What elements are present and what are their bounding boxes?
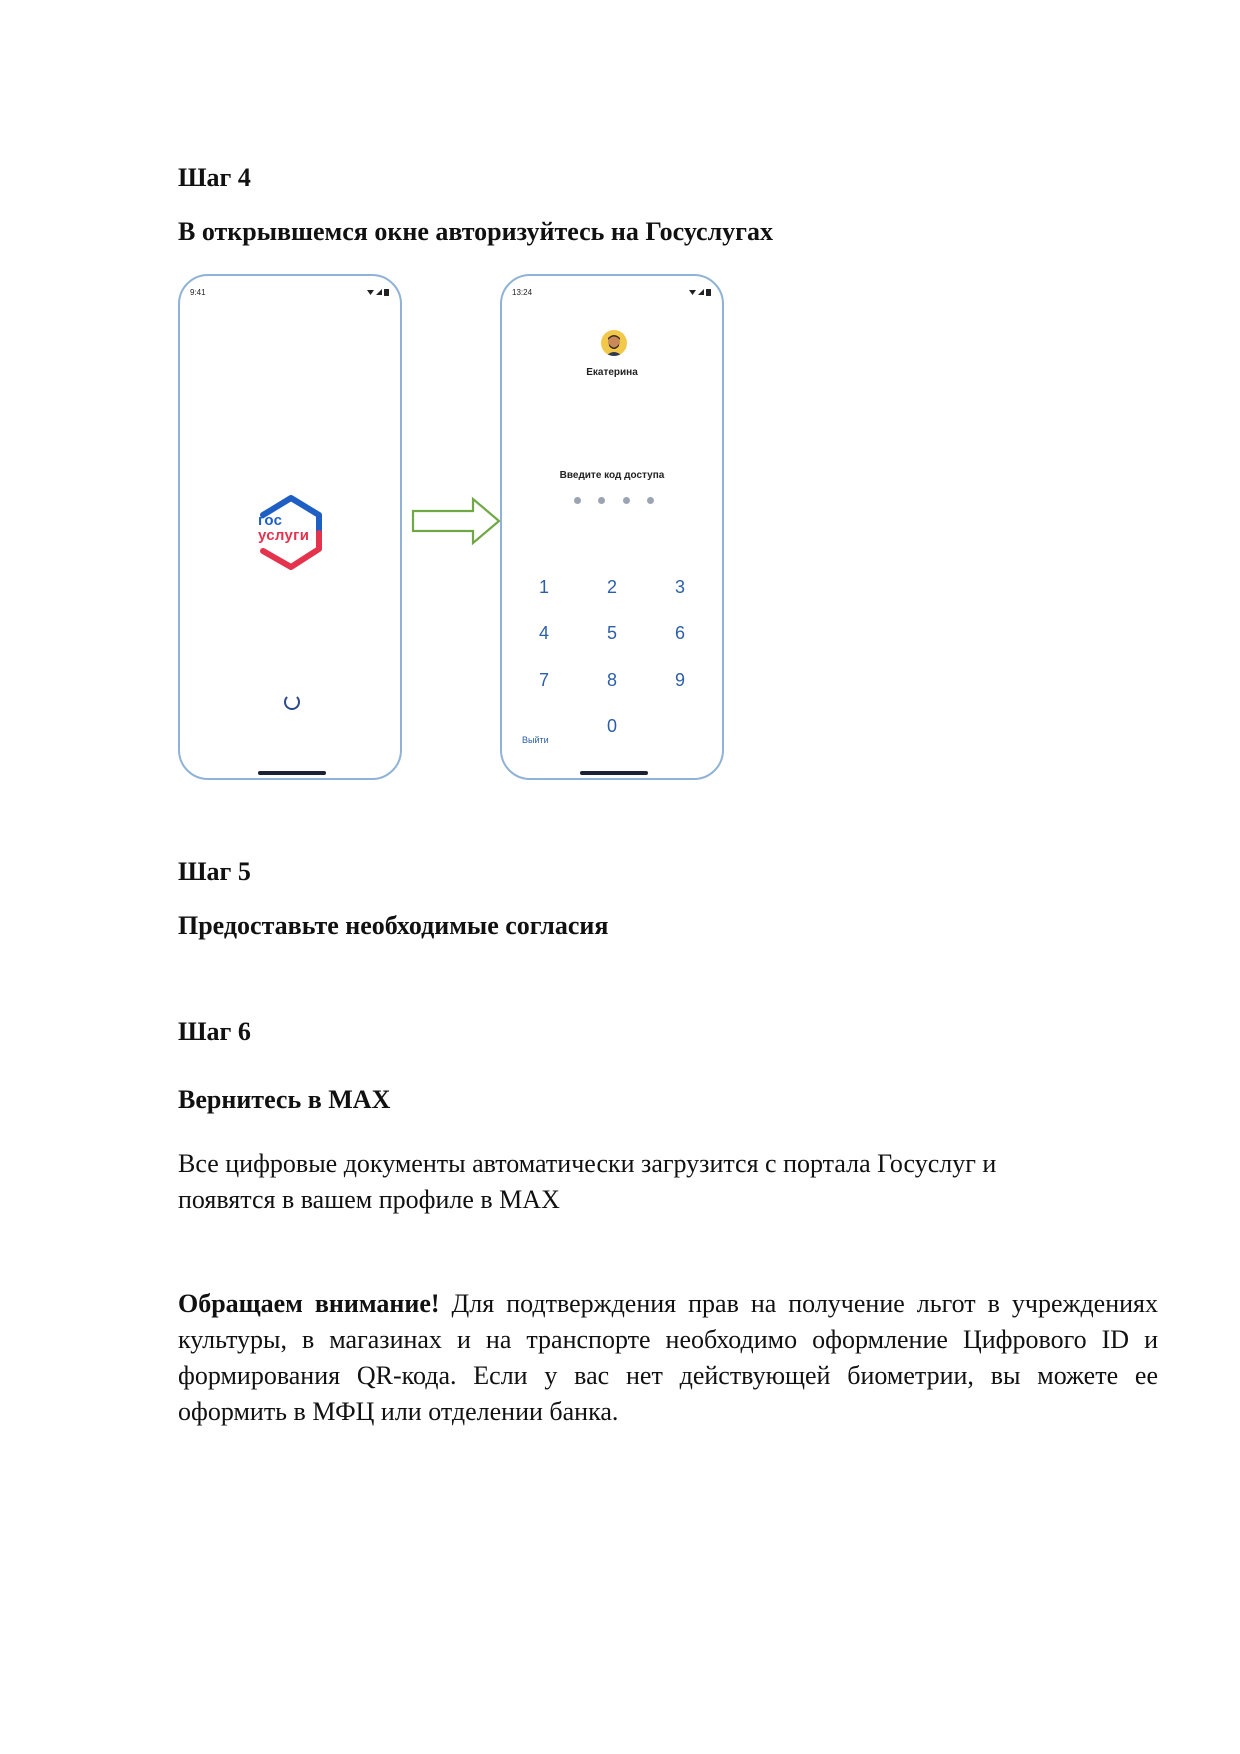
notice-lead: Обращаем внимание!: [178, 1289, 440, 1318]
home-indicator: [580, 771, 648, 775]
user-name: Екатерина: [586, 367, 638, 378]
access-code-prompt: Введите код доступа: [559, 470, 665, 481]
code-dot: [623, 497, 630, 504]
battery-icon: [706, 289, 711, 296]
status-time: 13:24: [512, 288, 533, 297]
step6-title: Шаг 6: [178, 1017, 251, 1046]
code-dot: [574, 497, 581, 504]
home-indicator: [258, 771, 326, 775]
keypad-key-0[interactable]: 0: [606, 716, 617, 736]
step6-line1: Все цифровые документы автоматически загрузится с портала Госуслуг и: [178, 1149, 997, 1178]
step5-subtitle: Предоставьте необходимые согласия: [178, 911, 609, 940]
spinner-icon: [284, 694, 300, 710]
wifi-icon: [367, 290, 374, 295]
notice-paragraph: [178, 1286, 1158, 1430]
arrow-right-icon: [411, 496, 501, 546]
step6-line2: появятся в вашем профиле в MAX: [178, 1185, 560, 1214]
step4-subtitle: В открывшемся окне авторизуйтесь на Госуслугах: [178, 217, 773, 246]
phone-splash-screen: [178, 274, 402, 780]
keypad-key-2[interactable]: 2: [606, 577, 617, 597]
status-time: 9:41: [190, 288, 206, 297]
battery-icon: [384, 289, 389, 296]
keypad-key-7[interactable]: 7: [538, 670, 549, 690]
logo-text-uslugi: услуги: [258, 527, 310, 544]
keypad-key-8[interactable]: 8: [606, 670, 617, 690]
step6-subtitle: Вернитесь в MAX: [178, 1085, 391, 1114]
keypad-key-3[interactable]: 3: [674, 577, 685, 597]
keypad-key-5[interactable]: 5: [606, 623, 617, 643]
exit-button[interactable]: Выйти: [522, 735, 549, 745]
code-dots: [574, 497, 654, 505]
keypad-key-6[interactable]: 6: [674, 623, 685, 643]
phone-access-code-screen: [500, 274, 724, 780]
code-dot: [598, 497, 605, 504]
step6-description: [178, 1146, 1158, 1218]
step5-title: Шаг 5: [178, 857, 251, 886]
step4-title: Шаг 4: [178, 163, 251, 192]
keypad-key-1[interactable]: 1: [538, 577, 549, 597]
signal-icon: [698, 289, 704, 295]
avatar-icon: [601, 330, 627, 356]
notice-text: Для подтверждения прав на получение льгот в учреждениях культуры, в магазинах и на транспорте необходимо оформление Цифрового ID и формирования QR-кода. Если у вас нет действующей биометрии, вы можете ее оформить в МФЦ или отделении банка.: [178, 1289, 1159, 1426]
keypad-key-4[interactable]: 4: [538, 623, 549, 643]
status-icons: [366, 287, 390, 297]
signal-icon: [376, 289, 382, 295]
wifi-icon: [689, 290, 696, 295]
logo-text-gos: гос: [258, 512, 283, 529]
code-dot: [647, 497, 654, 504]
keypad-key-9[interactable]: 9: [674, 670, 685, 690]
status-icons: [688, 287, 712, 297]
